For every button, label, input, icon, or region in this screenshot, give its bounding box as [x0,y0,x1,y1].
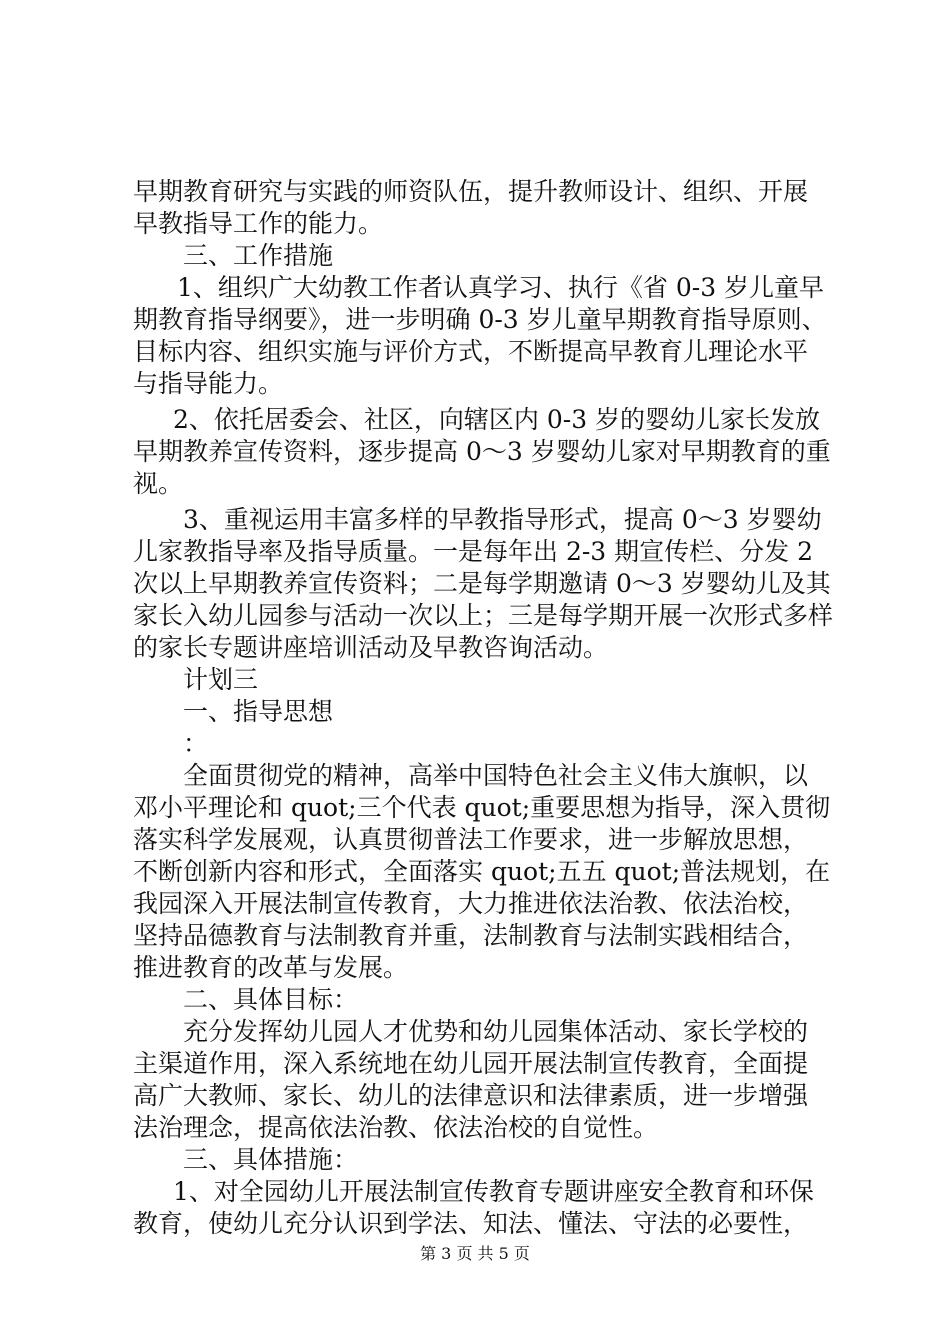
document-body [133,176,833,1240]
paragraph-line: 儿家教指导率及指导质量。一是每年出 2-3 期宣传栏、分发 2 [133,537,814,566]
section-heading: 计划三 [183,665,259,694]
paragraph-line: 早期教养宣传资料，逐步提高 0～3 岁婴幼儿家对早期教育的重 [133,437,831,466]
paragraph-line: 3、重视运用丰富多样的早教指导形式，提高 0～3 岁婴幼 [183,505,822,534]
paragraph-line: 次以上早期教养宣传资料；二是每学期邀请 0～3 岁婴幼儿及其 [133,569,831,598]
paragraph-line: 充分发挥幼儿园人才优势和幼儿园集体活动、家长学校的 [183,1017,809,1046]
paragraph-line: ： [183,729,209,758]
paragraph-line: 落实科学发展观，认真贯彻普法工作要求，进一步解放思想， [133,825,809,854]
paragraph-line: 家长入幼儿园参与活动一次以上；三是每学期开展一次形式多样 [133,601,834,630]
paragraph-line: 邓小平理论和 quot;三个代表 quot;重要思想为指导，深入贯彻 [133,793,831,822]
section-heading: 一、指导思想 [183,697,334,726]
paragraph-line: 主渠道作用，深入系统地在幼儿园开展法制宣传教育，全面提 [133,1049,809,1078]
section-heading: 三、工作措施 [183,241,334,270]
paragraph-line: 1、对全园幼儿开展法制宣传教育专题讲座安全教育和环保 [173,1177,814,1206]
paragraph-line: 教育，使幼儿充分认识到学法、知法、懂法、守法的必要性， [133,1209,809,1238]
paragraph-line: 视。 [133,469,184,498]
paragraph-line: 不断创新内容和形式，全面落实 quot;五五 quot;普法规划，在 [133,857,831,886]
paragraph-line: 我园深入开展法制宣传教育，大力推进依法治教、依法治校， [133,889,809,918]
paragraph-line: 期教育指导纲要》，进一步明确 0-3 岁儿童早期教育指导原则、 [133,305,827,334]
paragraph-line: 全面贯彻党的精神，高举中国特色社会主义伟大旗帜，以 [183,761,809,790]
paragraph-line: 高广大教师、家长、幼儿的法律意识和法律素质，进一步增强 [133,1081,809,1110]
paragraph-line: 法治理念，提高依法治教、依法治校的自觉性。 [133,1113,659,1142]
paragraph-line: 早教指导工作的能力。 [133,209,384,238]
paragraph-line: 2、依托居委会、社区，向辖区内 0-3 岁的婴幼儿家长发放 [173,405,821,434]
paragraph-line: 与指导能力。 [133,369,284,398]
section-heading: 三、具体措施： [183,1145,359,1174]
paragraph-line: 目标内容、组织实施与评价方式，不断提高早教育儿理论水平 [133,337,809,366]
paragraph-line: 早期教育研究与实践的师资队伍，提升教师设计、组织、开展 [133,177,809,206]
page-footer: 第 3 页 共 5 页 [420,1244,530,1263]
paragraph-line: 的家长专题讲座培训活动及早教咨询活动。 [133,633,609,662]
section-heading: 二、具体目标： [183,985,359,1014]
paragraph-line: 坚持品德教育与法制教育并重，法制教育与法制实践相结合， [133,921,809,950]
paragraph-line: 1、组织广大幼教工作者认真学习、执行《省 0-3 岁儿童早 [177,273,825,302]
paragraph-line: 推进教育的改革与发展。 [133,953,409,982]
